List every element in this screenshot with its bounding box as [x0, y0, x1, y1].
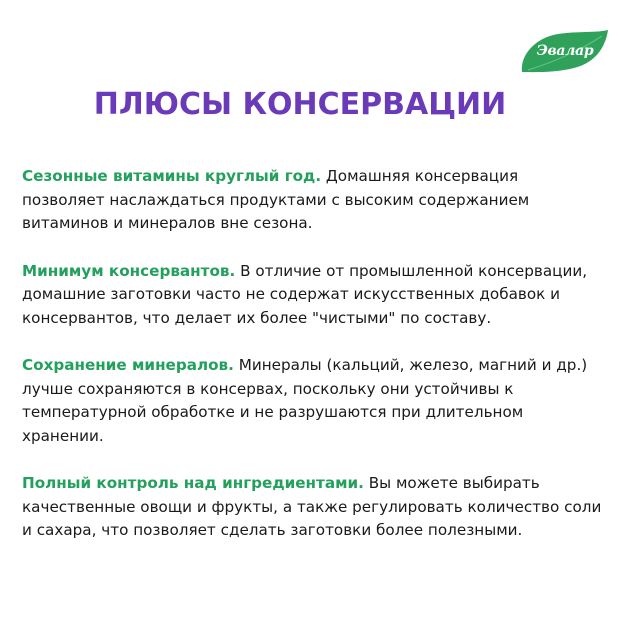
- benefit-lead: Сезонные витамины круглый год.: [22, 167, 322, 185]
- benefits-list: [22, 165, 602, 567]
- page-title: ПЛЮСЫ КОНСЕРВАЦИИ: [93, 87, 507, 122]
- benefit-lead: Полный контроль над ингредиентами.: [22, 474, 364, 492]
- benefit-text: Домашняя консервация позволяет наслаждаться продуктами с высоким содержанием витаминов и минералов вне сезона.: [22, 167, 530, 232]
- benefit-text: В отличие от промышленной консервации, домашние заготовки часто не содержат искусственных добавок и консервантов, что делает их более "чистыми" по составу.: [22, 261, 588, 327]
- benefit-lead: Минимум консервантов.: [22, 261, 236, 280]
- benefit-item-seasonal-vitamins: [22, 165, 602, 236]
- benefit-text: Вы можете выбирать качественные овощи и фрукты, а также регулировать количество соли и сахара, что позволяет сделать заготовки более полезными.: [22, 474, 602, 539]
- benefit-item-minerals: [22, 354, 602, 448]
- benefit-item-ingredient-control: [22, 472, 602, 543]
- logo-text: Эвалар: [536, 43, 594, 59]
- evalar-logo: [518, 30, 610, 74]
- benefit-lead: Сохранение минералов.: [22, 356, 234, 374]
- benefit-text: Минералы (кальций, железо, магний и др.) лучше сохраняются в консервах, поскольку они устойчивы к температурной обработке и не разрушаются при длительном хранении.: [22, 356, 588, 445]
- benefit-item-minimum-preservatives: [22, 260, 602, 331]
